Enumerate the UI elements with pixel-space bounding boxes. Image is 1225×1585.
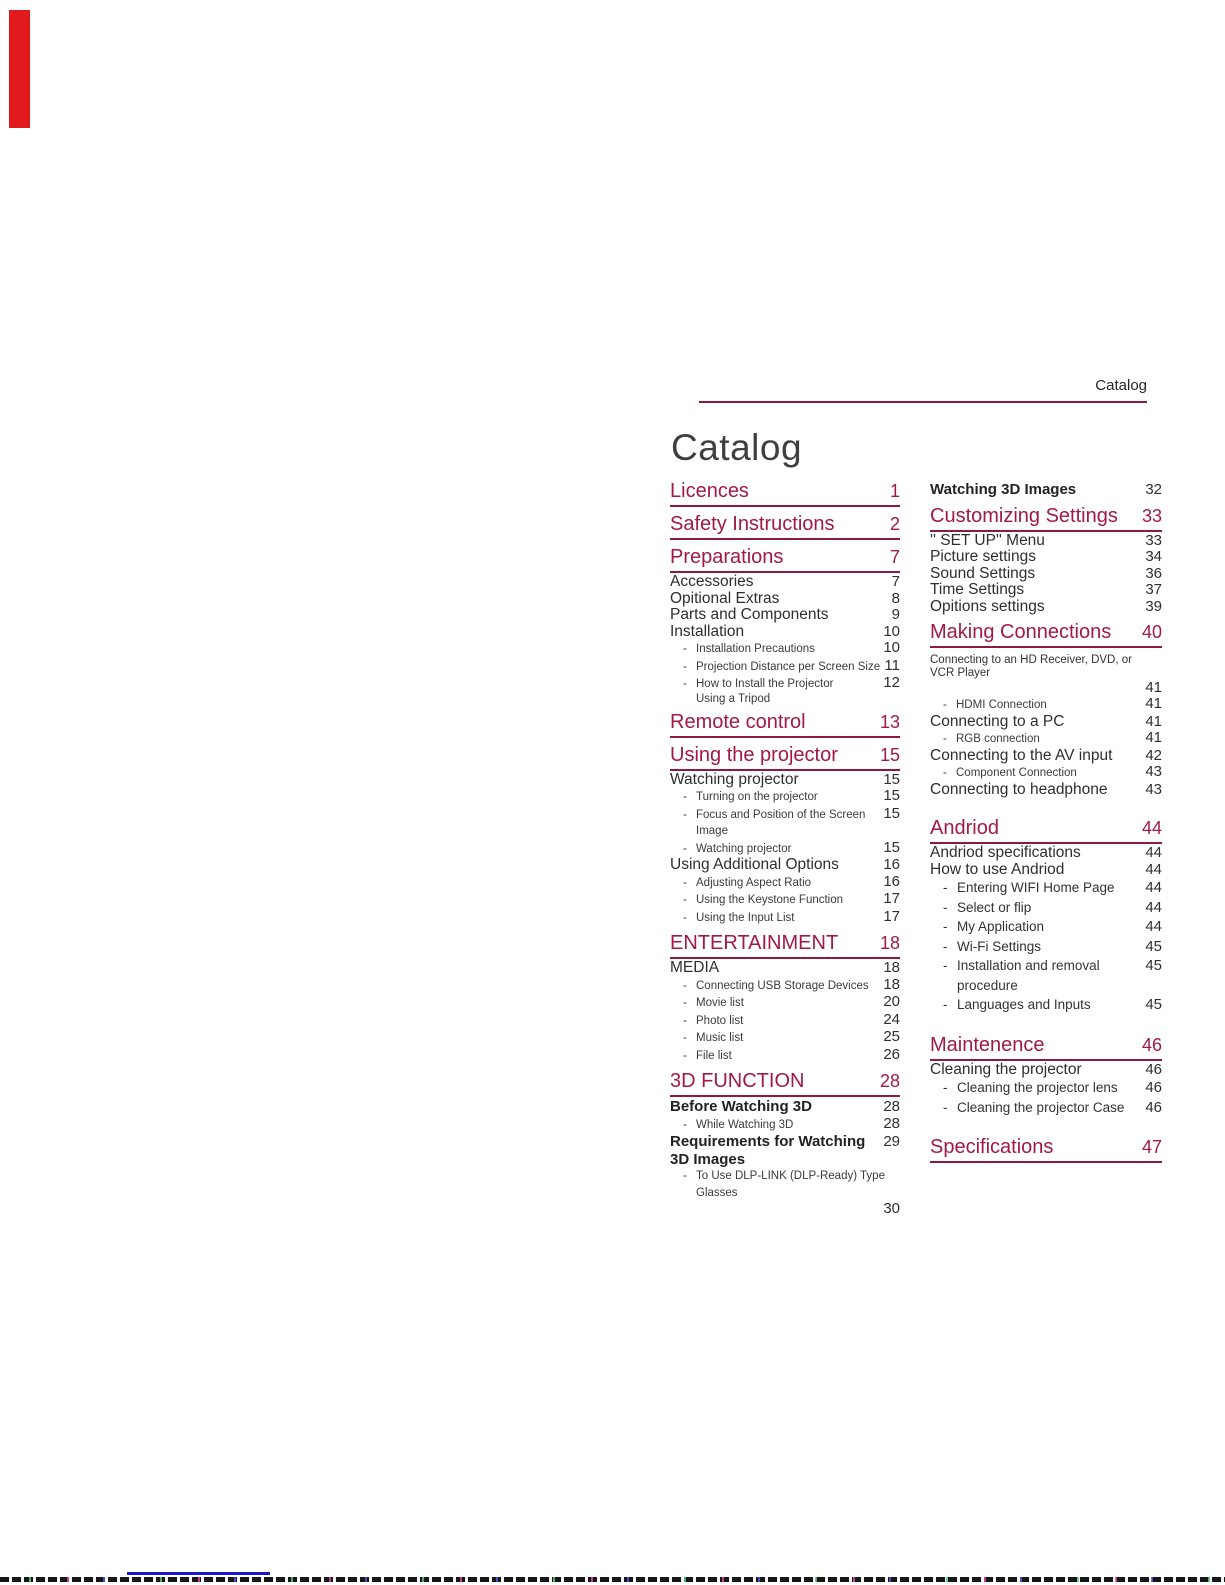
toc-entry-label: Watching 3D Images xyxy=(930,481,1077,498)
toc-entry-page: 34 xyxy=(1145,548,1162,565)
toc-entry-label: Connecting to a PC xyxy=(930,712,1065,730)
toc-entry-page: 29 xyxy=(883,1133,900,1150)
toc-entry xyxy=(670,1168,900,1201)
toc-entry-label: How to Install the Projector xyxy=(696,678,834,690)
dash-bullet: - xyxy=(943,733,947,745)
toc-entry-page: 15 xyxy=(883,804,900,822)
toc-entry-label: MEDIA xyxy=(670,959,720,976)
toc-entry-label: My Application xyxy=(957,919,1045,934)
toc-entry-page: 41 xyxy=(1145,679,1162,696)
toc-entry-label: Installation and removal procedure xyxy=(957,958,1100,993)
toc-entry-page: 17 xyxy=(883,890,900,907)
toc-entry xyxy=(670,857,900,874)
toc-entry-label: ENTERTAINMENT xyxy=(670,932,839,954)
toc-entry-label: Entering WIFI Home Page xyxy=(957,880,1115,895)
toc-entry-page: 16 xyxy=(883,872,900,890)
toc-entry-page: 45 xyxy=(1145,957,1162,974)
toc-entry-page: 11 xyxy=(884,656,900,674)
footer-dashed-line xyxy=(0,1577,1225,1582)
toc-entry xyxy=(670,591,900,608)
dash-bullet: - xyxy=(683,678,687,690)
toc-entry-page: 24 xyxy=(883,1010,900,1028)
toc-section-heading xyxy=(670,547,900,573)
toc-entry-label: Projection Distance per Screen Size xyxy=(696,660,881,673)
toc-entry-page: 26 xyxy=(883,1045,900,1063)
toc-entry-page: 13 xyxy=(879,711,900,732)
toc-entry xyxy=(930,878,1162,898)
toc-entry-page: 28 xyxy=(883,1098,900,1115)
toc-entry xyxy=(670,607,900,624)
toc-entry-page: 46 xyxy=(1145,1060,1162,1078)
toc-entry-page: 43 xyxy=(1145,763,1162,780)
toc-entry-page: 7 xyxy=(891,573,900,590)
toc-entry-label: 3D FUNCTION xyxy=(670,1070,805,1092)
dash-bullet: - xyxy=(683,1032,687,1044)
dash-bullet: - xyxy=(683,1014,687,1027)
toc-entry-page: 32 xyxy=(1145,481,1162,498)
toc-entry-page: 46 xyxy=(1141,1034,1162,1055)
toc-entry-label: Using the Keystone Function xyxy=(696,894,844,906)
toc-entry-label: Connecting to headphone xyxy=(930,780,1108,798)
header-rule xyxy=(699,401,1147,403)
toc-entry xyxy=(670,574,900,591)
toc-entry-page: 10 xyxy=(883,622,900,640)
toc-entry-label: Watching projector xyxy=(696,842,792,855)
toc-entry-label: Focus and Position of the Screen Image xyxy=(696,808,866,837)
dash-bullet: - xyxy=(943,899,948,915)
toc-entry xyxy=(670,1133,900,1168)
toc-entry-page: 43 xyxy=(1145,780,1162,798)
toc-entry-label: Licences xyxy=(670,480,749,502)
toc-entry-page: 46 xyxy=(1145,1079,1162,1096)
toc-entry xyxy=(930,599,1162,616)
toc-entry-page: 20 xyxy=(883,993,900,1010)
page-edge-marker xyxy=(9,10,30,128)
footer-blue-line xyxy=(127,1572,270,1575)
toc-section-heading xyxy=(930,1035,1162,1061)
toc-entry-page: 30 xyxy=(883,1200,900,1217)
toc-entry-label: Andriod specifications xyxy=(930,844,1081,861)
toc-entry-page: 41 xyxy=(1145,729,1162,746)
toc-entry-page: 44 xyxy=(1145,860,1162,878)
dash-bullet: - xyxy=(683,979,687,992)
toc-entry xyxy=(930,764,1162,782)
toc-entry xyxy=(930,845,1162,862)
toc-entry xyxy=(670,1012,900,1030)
toc-entry xyxy=(670,693,900,705)
toc-entry-label: To Use DLP-LINK (DLP-Ready) Type Glasses xyxy=(696,1170,885,1199)
toc-entry xyxy=(930,714,1162,731)
toc-entry-page: 7 xyxy=(889,547,900,567)
toc-entry-label: Music list xyxy=(696,1032,744,1044)
toc-entry xyxy=(670,994,900,1012)
toc-entry-page: 47 xyxy=(1141,1137,1162,1157)
toc-entry-page: 41 xyxy=(1145,712,1162,730)
toc-entry-page: 16 xyxy=(883,856,900,873)
toc-entry xyxy=(670,624,900,641)
toc-entry xyxy=(930,917,1162,937)
dash-bullet: - xyxy=(943,919,948,934)
toc-entry-page: 37 xyxy=(1145,581,1162,598)
toc-entry-label: Connecting to an HD Receiver, DVD, or VCR Player xyxy=(930,654,1132,679)
toc-entry xyxy=(670,960,900,977)
toc-entry-page: 15 xyxy=(883,787,900,804)
toc-entry xyxy=(930,1098,1162,1118)
toc-entry xyxy=(930,898,1162,918)
toc-entry xyxy=(670,909,900,927)
dash-bullet: - xyxy=(943,880,948,895)
toc-entry-page: 25 xyxy=(883,1028,900,1045)
toc-entry xyxy=(670,640,900,658)
toc-entry-page: 41 xyxy=(1145,695,1162,712)
toc-entry-page: 45 xyxy=(1145,937,1162,955)
toc-entry-label: Parts and Components xyxy=(670,606,829,623)
toc-entry-page: 10 xyxy=(883,639,900,656)
toc-entry-label: Using the Input List xyxy=(696,911,795,924)
toc-entry-page: 15 xyxy=(883,838,900,856)
toc-entry-page: 9 xyxy=(891,606,900,623)
toc-entry-label: Movie list xyxy=(696,997,744,1009)
toc-entry xyxy=(930,481,1162,499)
toc-entry-label: Adjusting Aspect Ratio xyxy=(696,876,812,889)
toc-entry xyxy=(670,806,900,840)
toc-entry xyxy=(930,696,1162,714)
page-title: Catalog xyxy=(671,427,803,468)
toc-entry xyxy=(930,582,1162,599)
toc-entry-label: Requirements for Watching 3D Images xyxy=(670,1133,866,1168)
toc-entry xyxy=(930,730,1162,748)
toc-entry-label: While Watching 3D xyxy=(696,1118,794,1131)
toc-section-heading xyxy=(670,514,900,540)
dash-bullet: - xyxy=(683,1170,687,1182)
dash-bullet: - xyxy=(683,894,687,906)
toc-entry-page: 15 xyxy=(879,744,900,765)
toc-entry-page: 18 xyxy=(883,959,900,976)
toc-entry-label: RGB connection xyxy=(956,733,1040,745)
toc-entry-page: 44 xyxy=(1145,844,1162,861)
toc-entry-page: 17 xyxy=(883,907,900,925)
dash-bullet: - xyxy=(683,911,687,924)
toc-entry-page: 39 xyxy=(1145,597,1162,615)
toc-entry-page: 8 xyxy=(891,589,900,607)
toc-entry-label: Select or flip xyxy=(957,899,1032,915)
toc-entry-label: Safety Instructions xyxy=(670,513,835,535)
toc-section-heading xyxy=(930,1137,1162,1163)
toc-entry-label: Using a Tripod xyxy=(696,692,771,705)
toc-entry xyxy=(670,658,900,676)
toc-entry xyxy=(670,874,900,892)
toc-section-heading xyxy=(670,933,900,959)
toc-entry xyxy=(670,1029,900,1047)
toc-column-right xyxy=(930,481,1162,1164)
toc-entry xyxy=(670,788,900,806)
dash-bullet: - xyxy=(943,699,947,711)
toc-entry-page: 2 xyxy=(889,514,900,534)
toc-entry xyxy=(670,772,900,789)
dash-bullet: - xyxy=(943,1080,948,1095)
toc-entry-label: Connecting USB Storage Devices xyxy=(696,979,869,992)
toc-entry xyxy=(930,533,1162,550)
toc-entry-page: 44 xyxy=(1145,879,1162,896)
toc-entry-label: Connecting to the AV input xyxy=(930,746,1113,764)
toc-entry-page: 40 xyxy=(1141,622,1162,642)
toc-entry xyxy=(930,549,1162,566)
toc-entry-page: 28 xyxy=(879,1071,900,1091)
toc-entry xyxy=(930,1078,1162,1098)
toc-entry-page: 1 xyxy=(889,481,900,501)
dash-bullet: - xyxy=(683,791,687,803)
toc-entry-page: 44 xyxy=(1141,818,1162,838)
toc-entry-page: 42 xyxy=(1145,746,1162,764)
toc-entry-label: Using Additional Options xyxy=(670,856,839,873)
dash-bullet: - xyxy=(683,997,687,1009)
toc-entry-page: 33 xyxy=(1141,505,1162,526)
toc-entry-label: Opitions settings xyxy=(930,597,1045,615)
toc-entry-label: Installation xyxy=(670,622,745,640)
dash-bullet: - xyxy=(683,876,687,889)
running-header: Catalog xyxy=(1095,377,1147,394)
toc-entry-label: Using the projector xyxy=(670,743,838,766)
toc-entry-label: Photo list xyxy=(696,1014,744,1027)
toc-entry xyxy=(930,956,1162,995)
toc-section-heading xyxy=(930,818,1162,844)
toc-entry xyxy=(670,977,900,995)
toc-entry-page: 18 xyxy=(883,975,900,993)
toc-entry-page: 28 xyxy=(883,1114,900,1132)
toc-entry-page: 18 xyxy=(879,933,900,953)
dash-bullet: - xyxy=(683,842,687,855)
dash-bullet: - xyxy=(943,1099,948,1115)
toc-entry-label: Preparations xyxy=(670,546,784,568)
toc-entry-label: Cleaning the projector lens xyxy=(957,1080,1118,1095)
toc-entry-label: Sound Settings xyxy=(930,564,1036,582)
toc-entry-page: 33 xyxy=(1145,531,1162,549)
toc-entry-label: Wi-Fi Settings xyxy=(957,938,1042,954)
toc-entry-label: Accessories xyxy=(670,573,754,590)
toc-entry xyxy=(930,566,1162,583)
toc-entry-label: Watching projector xyxy=(670,770,799,788)
toc-entry xyxy=(670,840,900,858)
toc-entry-label: Making Connections xyxy=(930,621,1112,643)
dash-bullet: - xyxy=(943,958,948,973)
toc-entry-label: Time Settings xyxy=(930,581,1025,598)
toc-entry xyxy=(930,782,1162,799)
toc-entry-label: Maintenence xyxy=(930,1033,1045,1056)
toc-section-heading xyxy=(670,745,900,771)
toc-entry-label: Component Connection xyxy=(956,767,1077,779)
toc-entry-label: Cleaning the projector xyxy=(930,1060,1082,1078)
toc-entry xyxy=(670,1116,900,1134)
toc-entry-label: File list xyxy=(696,1049,732,1062)
toc-entry xyxy=(930,649,1162,680)
toc-entry xyxy=(930,937,1162,957)
toc-entry-label: Installation Precautions xyxy=(696,643,815,655)
toc-entry-label: Remote control xyxy=(670,710,806,733)
toc-entry xyxy=(930,748,1162,765)
toc-entry-page: 44 xyxy=(1145,918,1162,935)
dash-bullet: - xyxy=(943,938,948,954)
toc-entry-page: 36 xyxy=(1145,564,1162,582)
toc-section-heading xyxy=(930,506,1162,532)
toc-entry-label: Customizing Settings xyxy=(930,504,1118,527)
toc-entry-label: '' SET UP'' Menu xyxy=(930,531,1045,549)
toc-entry-label: Andriod xyxy=(930,817,999,839)
dash-bullet: - xyxy=(683,808,687,821)
dash-bullet: - xyxy=(943,997,948,1012)
toc-entry xyxy=(670,891,900,909)
toc-entry xyxy=(930,1062,1162,1079)
toc-entry-page: 15 xyxy=(883,770,900,788)
toc-entry xyxy=(670,1201,900,1217)
toc-entry xyxy=(930,862,1162,879)
toc-column-left xyxy=(670,481,900,1217)
toc-entry xyxy=(670,1098,900,1116)
toc-entry-label: Before Watching 3D xyxy=(670,1098,812,1115)
dash-bullet: - xyxy=(683,1049,687,1062)
dash-bullet: - xyxy=(683,1118,687,1131)
toc-section-heading xyxy=(930,622,1162,648)
dash-bullet: - xyxy=(683,660,687,673)
toc-entry xyxy=(930,995,1162,1015)
toc-entry-page: 46 xyxy=(1145,1098,1162,1116)
toc-entry-page: 44 xyxy=(1145,898,1162,916)
toc-entry-label: Picture settings xyxy=(930,548,1036,565)
toc-entry-page: 12 xyxy=(883,674,900,691)
toc-entry-label: Cleaning the projector Case xyxy=(957,1099,1125,1115)
dash-bullet: - xyxy=(683,643,687,655)
toc-section-heading xyxy=(670,481,900,507)
toc-entry-label: Opitional Extras xyxy=(670,589,780,607)
dash-bullet: - xyxy=(943,767,947,779)
toc-entry xyxy=(670,1047,900,1065)
toc-entry xyxy=(670,675,900,693)
toc-entry-page: 45 xyxy=(1145,996,1162,1013)
toc-section-heading xyxy=(670,1071,900,1097)
toc-entry-label: Languages and Inputs xyxy=(957,997,1091,1012)
toc-entry-label: HDMI Connection xyxy=(956,699,1047,711)
toc-section-heading xyxy=(670,712,900,738)
toc-entry-label: How to use Andriod xyxy=(930,860,1065,878)
toc-entry xyxy=(930,680,1162,696)
toc-entry-label: Turning on the projector xyxy=(696,791,818,803)
toc-entry-label: Specifications xyxy=(930,1136,1054,1158)
